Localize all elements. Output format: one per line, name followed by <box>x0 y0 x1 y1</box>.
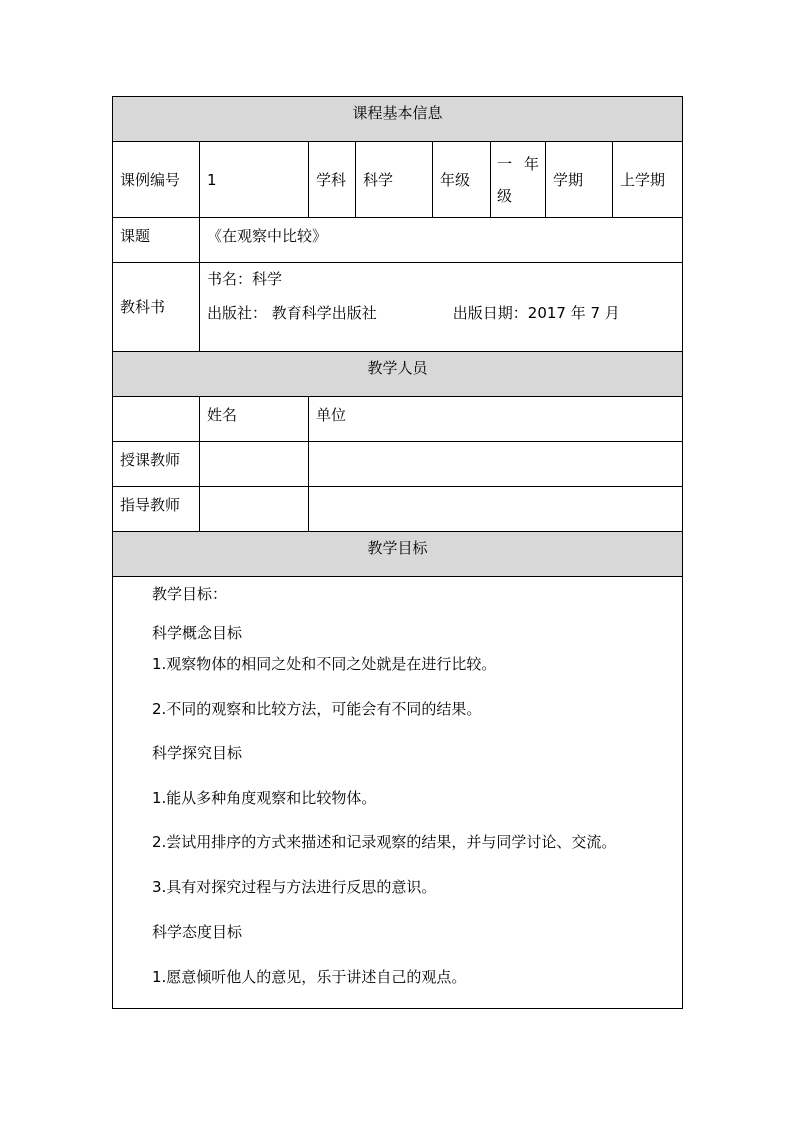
textbook-row <box>113 263 683 352</box>
section-header-objectives <box>113 532 683 577</box>
case-no-label: 课例编号 <box>113 142 200 218</box>
grade-label: 年级 <box>433 142 491 218</box>
teacher-unit <box>309 442 683 487</box>
col-unit: 单位 <box>309 397 683 442</box>
objectives-row <box>113 577 683 1009</box>
topic-label: 课题 <box>113 218 200 263</box>
basic-info-row <box>113 142 683 218</box>
subject-value: 科学 <box>356 142 433 218</box>
section-title: 教学目标 <box>113 532 683 577</box>
objectives-intro: 教学目标： <box>152 585 228 603</box>
inquiry-item-2: 2.尝试用排序的方式来描述和记录观察的结果，并与同学讨论、交流。 <box>152 833 617 851</box>
section-header-staff <box>113 352 683 397</box>
staff-row-teacher <box>113 442 683 487</box>
advisor-name <box>200 487 309 532</box>
course-info-table <box>112 96 683 1009</box>
staff-row-advisor <box>113 487 683 532</box>
attitude-item-1: 1.愿意倾听他人的意见，乐于讲述自己的观点。 <box>152 968 467 986</box>
concept-item-2: 2.不同的观察和比较方法，可能会有不同的结果。 <box>152 700 482 718</box>
subject-label: 学科 <box>309 142 356 218</box>
attitude-title: 科学态度目标 <box>152 923 243 941</box>
section-title: 课程基本信息 <box>113 97 683 142</box>
textbook-info <box>200 263 683 352</box>
staff-header-row <box>113 397 683 442</box>
teacher-label: 授课教师 <box>113 442 200 487</box>
grade-value-part3: 级 <box>497 186 513 205</box>
section-title: 教学人员 <box>113 352 683 397</box>
grade-value-part2: 年 <box>523 154 539 173</box>
term-value: 上学期 <box>613 142 683 218</box>
col-name: 姓名 <box>200 397 309 442</box>
case-no-value: 1 <box>200 142 309 218</box>
inquiry-item-1: 1.能从多种角度观察和比较物体。 <box>152 789 377 807</box>
topic-value: 《在观察中比较》 <box>200 218 683 263</box>
publisher: 出版社： 教育科学出版社 <box>207 304 377 322</box>
grade-value <box>491 142 546 218</box>
concept-item-1: 1.观察物体的相同之处和不同之处就是在进行比较。 <box>152 655 497 673</box>
section-header-basic-info <box>113 97 683 142</box>
advisor-label: 指导教师 <box>113 487 200 532</box>
term-label: 学期 <box>546 142 613 218</box>
inquiry-title: 科学探究目标 <box>152 744 243 762</box>
publisher-line <box>207 303 675 323</box>
advisor-unit <box>309 487 683 532</box>
grade-value-part1: 一 <box>497 154 513 173</box>
topic-row <box>113 218 683 263</box>
publish-date: 出版日期：2017 年 7 月 <box>452 304 620 322</box>
concept-title: 科学概念目标 <box>152 624 243 642</box>
objectives-content <box>113 577 683 1009</box>
teacher-name <box>200 442 309 487</box>
inquiry-item-3: 3.具有对探究过程与方法进行反思的意识。 <box>152 878 437 896</box>
textbook-label: 教科书 <box>113 263 200 352</box>
book-name: 书名：科学 <box>207 270 283 288</box>
staff-header-empty <box>113 397 200 442</box>
